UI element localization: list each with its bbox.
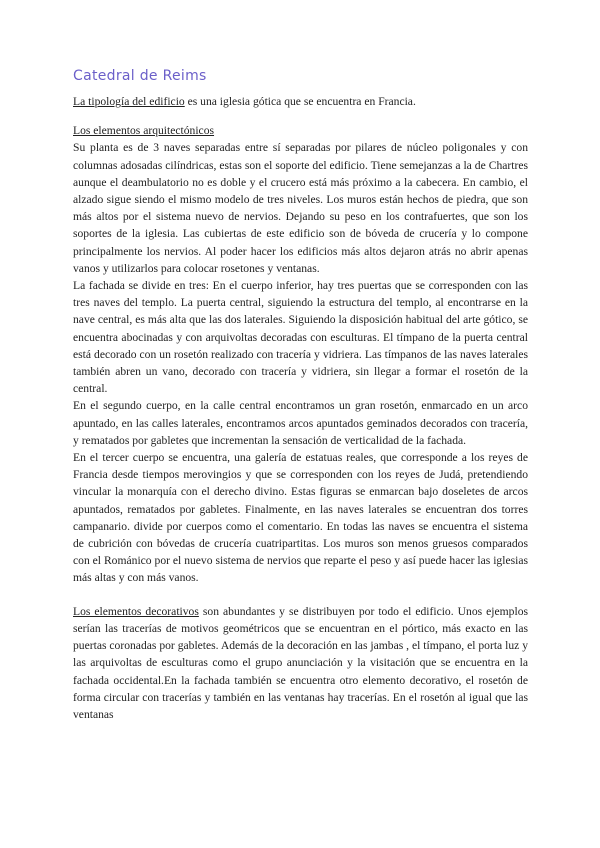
deco-paragraph	[73, 603, 528, 723]
document-page	[73, 66, 528, 723]
arch-heading	[73, 122, 528, 139]
arch-paragraph-1: Su planta es de 3 naves separadas entre sí separadas por pilares de núcleo poligonales y con columnas adosadas cilíndricas, estas son el soporte del edificio. Tiene semejanzas a la de Chartres aunque el deambulatorio no es doble y el crucero está más próximo a la cabecera. En cambio, el alzado sigue siendo el mismo modelo de tres niveles. Los muros están hechos de piedra, que son más altos por el sistema nuevo de nervios. Dejando su peso en los contrafuertes, que son los soportes de la iglesia. Las cubiertas de este edificio son de bóveda de crucería y lo compone principalmente los nervios. Al poder hacer los edificios más altos dejaron atrás no abrir apenas vanos y utilizarlos para colocar rosetones y ventanas.	[73, 141, 528, 275]
arch-heading-text: Los elementos arquitectónicos	[73, 124, 215, 138]
deco-heading: Los elementos decorativos	[73, 604, 199, 618]
spacer	[73, 110, 528, 122]
arch-paragraph-2: La fachada se divide en tres: En el cuerpo inferior, hay tres puertas que se corresponden con las tres naves del templo. La puerta central, siguiendo la estructura del templo, al encontrarse en la nave central, es más alta que las dos laterales. Siguiendo la disposición habitual del arte gótico, se encuentra abocinadas y con arquivoltas decoradas con esculturas. El tímpano de la puerta central está decorado con un rosetón realizado con tracería y vidriera. Las tímpanos de las naves laterales también abren un vano, decorado con tracería y vidriera, sin llegar a formar el rosetón de la central.	[73, 279, 528, 396]
intro-label: La tipología del edificio	[73, 95, 185, 108]
intro-paragraph	[73, 93, 528, 110]
page-title: Catedral de Reims	[73, 68, 207, 84]
arch-paragraph-3: En el segundo cuerpo, en la calle central encontramos un gran rosetón, enmarcado en un arco apuntado, en las calles laterales, encontramos arcos apuntados geminados decorados con tracería, y rematados por gabletes que incrementan la sensación de verticalidad de la fachada.	[73, 399, 528, 447]
spacer	[73, 587, 528, 603]
arch-paragraph-4: En el tercer cuerpo se encuentra, una galería de estatuas reales, que corresponde a los reyes de Francia desde tiempos merovingios y que se corresponden con los reyes de Judá, pretendiendo vincular la monarquía con el derecho divino. Estas figuras se enmarcan bajo doseletes de arcos apuntados, rematados por gabletes. Finalmente, en las naves laterales se encuentran dos torres campanario. divide por cuerpos como el comentario. En todas las naves se encuentra el sistema de cubrición con bóvedas de crucería cuatripartitas. Los muros son menos gruesos comparados con el Románico por el nuevo sistema de nervios que reparte el peso y así puede hacer las iglesias más altas y con más vanos.	[73, 451, 528, 585]
deco-text: son abundantes y se distribuyen por todo el edificio. Unos ejemplos serían las tracerías de motivos geométricos que se encuentran en el pórtico, más exacto en las puertas coronadas por gabletes. Además de la decoración en las jambas , el tímpano, el porta luz y las arquivoltas de esculturas como el grupo anunciación y la visitación que se encuentra en la fachada occidental.En la fachada también se encuentra otro elemento decorativo, el rosetón de forma circular con tracerías y también en las ventanas hay tracerías. En el rosetón al igual que las ventanas	[73, 604, 528, 721]
intro-text: es una iglesia gótica que se encuentra en Francia.	[184, 95, 416, 108]
